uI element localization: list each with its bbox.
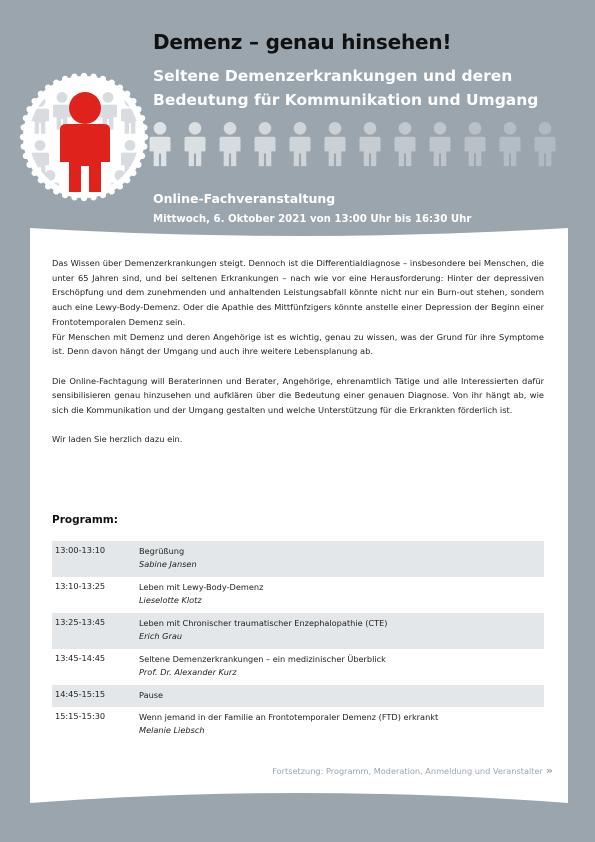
program-topic [139,581,263,609]
person-figure-icon [465,122,486,166]
continuation-text: Fortsetzung: Programm, Moderation, Anmeldung und Veranstalter [272,766,543,776]
program-speaker: Lieselotte Klotz [139,595,202,605]
person-figure-icon [185,122,206,166]
continuation-link[interactable] [272,764,553,777]
program-time: 13:10-13:25 [55,581,106,591]
program-topic [139,711,438,739]
topic-title: Seltene Demenzerkrankungen – ein medizinischer Überblick [139,654,386,664]
program-row [52,541,544,577]
program-time: 13:25-13:45 [55,617,106,627]
program-time: 13:00-13:10 [55,545,106,555]
program-time: 13:45-14:45 [55,653,106,663]
program-topic [139,545,197,573]
person-figure-icon [500,122,521,166]
subtitle-line: Bedeutung für Kommunikation und Umgang [153,91,539,109]
topic-title: Begrüßung [139,546,185,556]
person-figure-icon [360,122,381,166]
program-topic [139,689,163,703]
intro-paragraph: Für Menschen mit Demenz und deren Angehörige ist es wichtig, genau zu wissen, was der Grund für ihre Symptome ist. Denn davon hängt der Umgang und auch ihre weitere Lebensplanung ab. [52,331,544,357]
chevron-right-icon: » [545,764,553,777]
person-group-seal-icon [20,73,148,208]
program-row [52,649,544,685]
person-figure-icon [150,122,171,166]
program-row [52,613,544,649]
event-date: Mittwoch, 6. Oktober 2021 von 13:00 Uhr bis 16:30 Uhr [153,214,472,225]
program-speaker: Melanie Liebsch [139,725,205,735]
program-heading: Programm: [52,514,118,526]
program-speaker: Sabine Jansen [139,559,197,569]
person-figure-icon [535,122,556,166]
program-table [52,541,544,743]
person-figure-icon [255,122,276,166]
topic-title: Wenn jemand in der Familie an Frontotemporaler Demenz (FTD) erkrankt [139,712,439,722]
person-figure-icon [290,122,311,166]
program-speaker: Erich Grau [139,631,183,641]
intro-paragraph: Das Wissen über Demenzerkrankungen steigt. Dennoch ist die Differentialdiagnose – insbesondere bei Menschen, die unter 65 Jahren sind, und bei seltenen Erkrankungen – nach wie vor eine Herausforderung: Hinter der depressiven Erschöpfung und dem zunehmenden und anhaltenden Leistungsabfall könnte nicht nur ein Burn-out stehen, sondern auch eine Lewy-Body-Demenz. Oder die Apathie des Mittfünfzigers könnte anstelle einer Depression der Beginn einer Frontotemporalen Demenz sein. [52,258,544,327]
program-row [52,577,544,613]
program-topic [139,617,388,645]
program-row [52,685,544,707]
person-figure-icon [430,122,451,166]
program-speaker: Prof. Dr. Alexander Kurz [139,667,237,677]
program-topic [139,653,386,681]
program-row [52,707,544,743]
subtitle-line: Seltene Demenzerkrankungen und deren [153,67,513,85]
program-time: 15:15-15:30 [55,711,106,721]
topic-title: Pause [139,690,164,700]
person-figure-icon [220,122,241,166]
person-figure-icon [325,122,346,166]
intro-paragraph: Die Online-Fachtagung will Beraterinnen und Berater, Angehörige, ehrenamtlich Tätige und alle Interessierten dafür sensibilisieren genau hinzusehen und aufklären über die Bedeutung einer genauen Diagnose. Von ihr hängt ab, wie sich die Kommunikation und der Umgang gestalten und welche Unterstützung für die Erkrankten förderlich ist. [52,375,544,416]
event-type: Online-Fachveranstaltung [153,191,336,206]
page-title: Demenz – genau hinsehen! [153,30,452,54]
page-subtitle [153,64,583,112]
program-time: 14:45-15:15 [55,689,106,699]
topic-title: Leben mit Chronischer traumatischer Enzephalopathie (CTE) [139,618,388,628]
person-figure-icon [395,122,416,166]
intro-paragraph: Wir laden Sie herzlich dazu ein. [52,434,183,445]
topic-title: Leben mit Lewy-Body-Demenz [139,582,264,592]
intro-text [52,256,544,447]
